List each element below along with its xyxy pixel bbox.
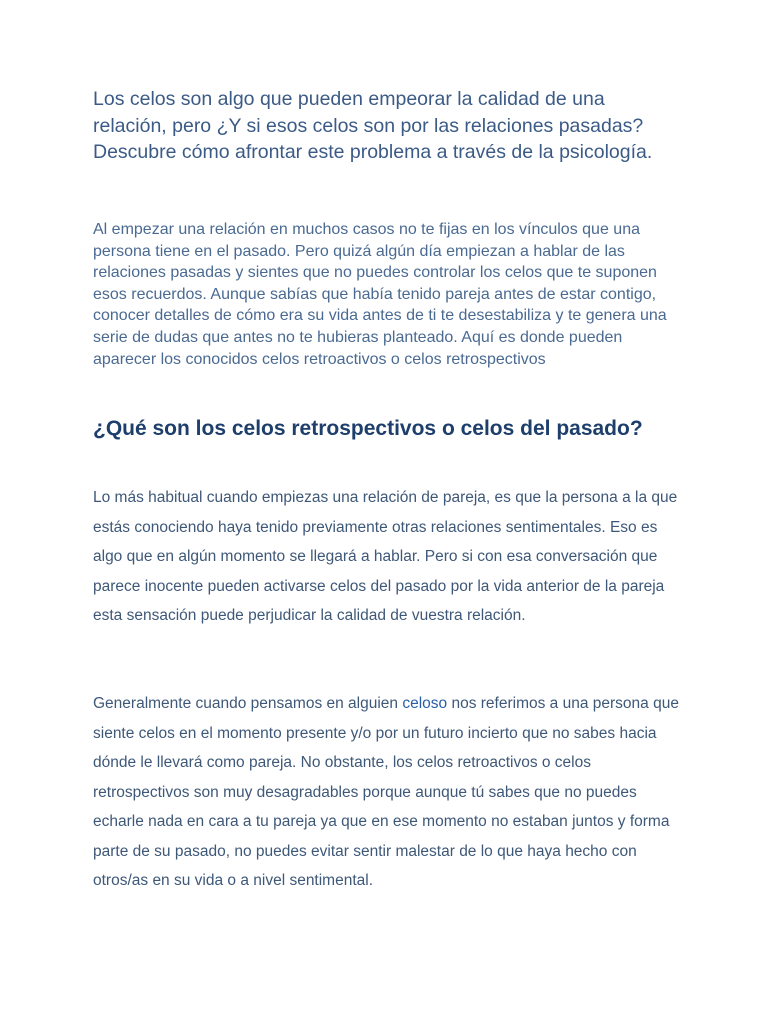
article-paragraph-1: Al empezar una relación en muchos casos no te fijas en los vínculos que una persona tiene en el pasado. Pero quizá algún día empiezan a hablar de las relaciones pasadas y sientes que no puedes controlar los celos que te suponen esos recuerdos. Aunque sabías que había tenido pareja antes de estar contigo, conocer detalles de cómo era su vida antes de ti te desestabiliza y te genera una serie de dudas que antes no te hubieras planteado. Aquí es donde pueden aparecer los conocidos celos retroactivos o celos retrospectivos: [93, 221, 667, 368]
article-paragraph-3: [93, 689, 683, 896]
article-intro: Los celos son algo que pueden empeorar la calidad de una relación, pero ¿Y si esos celos son por las relaciones pasadas? Descubre cómo afrontar este problema a través de la psicología.: [93, 88, 653, 164]
article-paragraph-2: Lo más habitual cuando empiezas una relación de pareja, es que la persona a la que estás conociendo haya tenido previamente otras relaciones sentimentales. Eso es algo que en algún momento se llegará a hablar. Pero si con esa conversación que parece inocente pueden activarse celos del pasado por la vida anterior de la pareja esta sensación puede perjudicar la calidad de vuestra relación.: [93, 489, 678, 624]
paragraph-3-text-before-link: Generalmente cuando pensamos en alguien: [93, 695, 403, 712]
section-heading: ¿Qué son los celos retrospectivos o celos del pasado?: [93, 417, 643, 440]
celoso-link[interactable]: celoso: [402, 695, 448, 712]
paragraph-3-text-after-link: nos referimos a una persona que siente celos en el momento presente y/o por un futuro incierto que no sabes hacia dónde le llevará como pareja. No obstante, los celos retroactivos o celos retrospectivos son muy desagradables porque aunque tú sabes que no puedes echarle nada en cara a tu pareja ya que en ese momento no estaban juntos y forma parte de su pasado, no puedes evitar sentir malestar de lo que haya hecho con otros/as en su vida o a nivel sentimental.: [93, 695, 679, 889]
